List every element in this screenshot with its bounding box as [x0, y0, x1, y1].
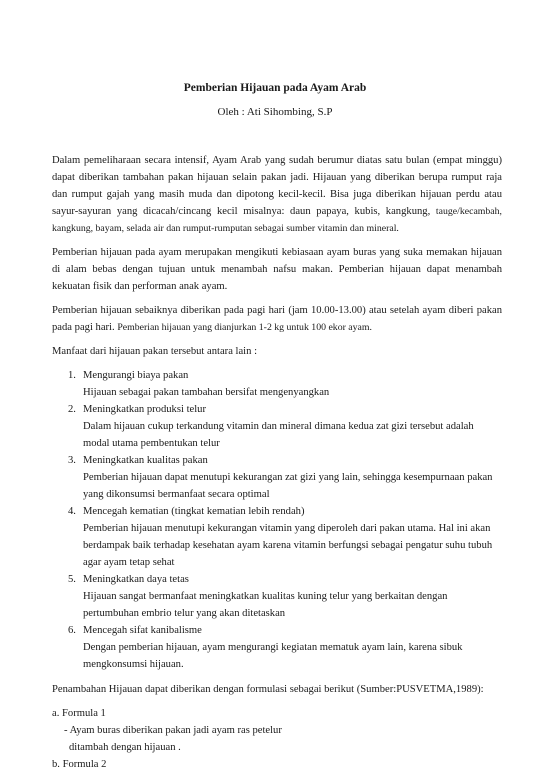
formula-1-line-2: ditambah dengan hijauan . [69, 742, 181, 753]
list-item-description: Pemberian hijauan menutupi kekurangan vitamin yang diperoleh dari pakan utama. Hal ini akan berdampak baik terhadap kesehatan ayam karena vitamin berfungsi sebagai pengatur suhu tubuh agar ayam tetap sehat [83, 523, 493, 568]
list-item-number: 5. [68, 574, 76, 585]
paragraph-timing [52, 302, 502, 336]
formula-section [52, 705, 502, 773]
list-item [52, 401, 502, 452]
list-item-heading: Mencegah kematian (tingkat kematian lebih rendah) [83, 506, 305, 517]
list-item-description: Dalam hijauan cukup terkandung vitamin dan mineral dimana kedua zat gizi tersebut adalah modal utama pembentukan telur [83, 421, 474, 449]
list-item [52, 503, 502, 571]
formula-1-label: a. Formula 1 [52, 708, 106, 719]
list-item-number: 6. [68, 625, 76, 636]
list-item-number: 3. [68, 455, 76, 466]
list-item-heading: Mengurangi biaya pakan [83, 370, 189, 381]
list-item-heading: Mencegah sifat kanibalisme [83, 625, 202, 636]
list-item-number: 2. [68, 404, 76, 415]
paragraph-intro-text: Dalam pemeliharaan secara intensif, Ayam Arab yang sudah berumur diatas satu bulan (empat minggu) dapat diberikan tambahan pakan hijauan selain pakan jadi. Hijauan yang diberikan berupa rumput raja dan rumput gajah yang masih muda dan dipotong kecil-kecil. Bisa juga diberikan hijauan perdu atau sayur-sayuran yang dicacah/cincang kecil misalnya: daun papaya, kubis, kangkung, [52, 155, 502, 217]
paragraph-formula-intro: Penambahan Hijauan dapat diberikan dengan formulasi sebagai berikut (Sumber:PUSVETMA,1989): [52, 684, 484, 695]
list-item-description: Pemberian hijauan dapat menutupi kekurangan zat gizi yang lain, sehingga kesempurnaan pakan yang dikonsumsi bermanfaat secara optimal [83, 472, 493, 500]
list-item-number: 4. [68, 506, 76, 517]
document-title: Pemberian Hijauan pada Ayam Arab [183, 82, 367, 94]
list-item-heading: Meningkatkan produksi telur [83, 404, 206, 415]
paragraph-intro-small: tauge/kecambah, kangkung, bayam, selada air dan rumput-rumputan sebagai sumber vitamin dan mineral. [52, 206, 503, 234]
list-item-heading: Meningkatkan daya tetas [83, 574, 189, 585]
list-item [52, 452, 502, 503]
list-item-description: Dengan pemberian hijauan, ayam mengurangi kegiatan mematuk ayam lain, karena sibuk mengkonsumsi hijauan. [83, 642, 463, 670]
list-item-number: 1. [68, 370, 76, 381]
list-item [52, 367, 502, 401]
formula-2-label: b. Formula 2 [52, 759, 107, 770]
list-item-heading: Meningkatkan kualitas pakan [83, 455, 208, 466]
list-item [52, 571, 502, 622]
paragraph-purpose: Pemberian hijauan pada ayam merupakan mengikuti kebiasaan ayam buras yang suka memakan hijauan di alam bebas dengan tujuan untuk menambah nafsu makan. Pemberian hijauan dapat menambah kekuatan fisik dan performan anak ayam. [52, 247, 502, 292]
benefits-list [52, 367, 502, 673]
paragraph-intro [52, 152, 502, 237]
list-item-description: Hijauan sangat bermanfaat meningkatkan kualitas kuning telur yang berkaitan dengan pertumbuhan embrio telur yang akan ditetaskan [83, 591, 448, 619]
author-line: Oleh : Ati Sihombing, S.P [217, 106, 333, 118]
document-body [52, 152, 502, 773]
paragraph-benefits-intro: Manfaat dari hijauan pakan tersebut antara lain : [52, 346, 258, 357]
formula-1-line-1: - Ayam buras diberikan pakan jadi ayam ras petelur [64, 725, 282, 736]
paragraph-timing-text: Pemberian hijauan sebaiknya diberikan pada pagi hari (jam 10.00-13.00) atau setelah ayam diberi pakan pada pagi hari. [52, 305, 502, 333]
paragraph-timing-small: Pemberian hijauan yang dianjurkan 1-2 kg untuk 100 ekor ayam. [117, 322, 372, 333]
list-item [52, 622, 502, 673]
list-item-description: Hijauan sebagai pakan tambahan bersifat mengenyangkan [83, 387, 330, 398]
